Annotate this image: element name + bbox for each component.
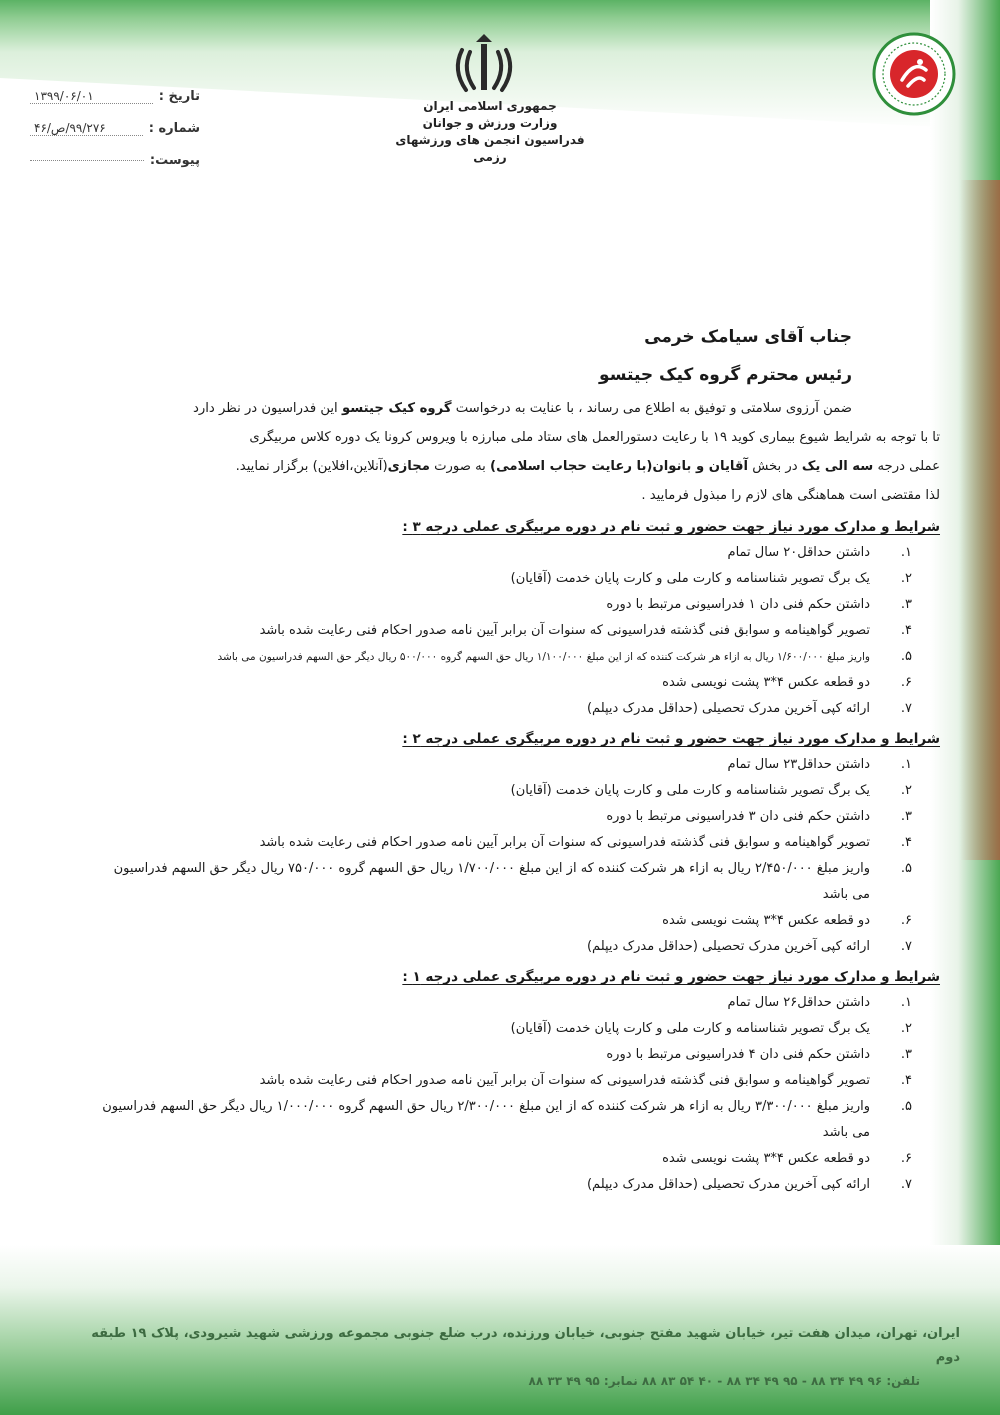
federation-logo-icon (870, 30, 958, 118)
item-text: دو قطعه عکس ۴*۳ پشت نویسی شده (662, 1151, 870, 1166)
paragraph-3 (95, 452, 940, 481)
item-text: ارائه کپی آخرین مدرک تحصیلی (حداقل مدرک دیپلم) (586, 939, 870, 954)
p1-part-b: گروه کیک جیتسو (341, 401, 452, 416)
list-item (95, 1094, 940, 1146)
item-number: ۴. (900, 835, 912, 850)
item-text: داشتن حکم فنی دان ۳ فدراسیونی مرتبط با دوره (606, 809, 870, 824)
meta-attachment-row (30, 144, 200, 176)
section-grade-2-title: شرایط و مدارک مورد نیاز جهت حضور و ثبت نام در دوره مربیگری عملی درجه ۲ : (402, 731, 940, 747)
meta-number-value: ۹۹/۲۷۶/ص/۴۶ (30, 121, 143, 136)
item-number: ۱. (900, 995, 912, 1010)
list-item (95, 990, 940, 1016)
org-line-ministry: وزارت ورزش و جوانان (422, 116, 558, 130)
list-item (95, 830, 940, 856)
letter-body (95, 318, 940, 1198)
meta-attachment-label: پیوست: (149, 152, 200, 168)
p1-part-a: ضمن آرزوی سلامتی و توفیق به اطلاع می رساند ، با عنایت به درخواست (455, 401, 852, 416)
item-text: دو قطعه عکس ۴*۳ پشت نویسی شده (662, 913, 870, 928)
item-text: داشتن حداقل۲۰ سال تمام (727, 545, 870, 560)
section-grade-2-list (95, 752, 940, 960)
item-number: ۶. (900, 1151, 912, 1166)
p3-part-b: سه الی یک (801, 459, 874, 474)
paragraph-1 (95, 394, 940, 423)
list-item (95, 1146, 940, 1172)
item-number: ۳. (900, 809, 912, 824)
section-grade-1-title: شرایط و مدارک مورد نیاز جهت حضور و ثبت نام در دوره مربیگری عملی درجه ۱ : (402, 969, 940, 985)
item-text: داشتن حداقل۲۶ سال تمام (727, 995, 870, 1010)
meta-number-row (30, 112, 200, 144)
item-number: ۵. (900, 861, 912, 876)
list-item (95, 908, 940, 934)
list-item (95, 804, 940, 830)
item-number: ۶. (900, 675, 912, 690)
item-text: یک برگ تصویر شناسنامه و کارت ملی و کارت پایان خدمت (آقایان) (510, 1021, 870, 1036)
item-text: واریز مبلغ ۱/۶۰۰/۰۰۰ ریال به ازاء هر شرکت کننده که از این مبلغ ۱/۱۰۰/۰۰۰ ریال حق السهم گروه ۵۰۰/۰۰۰ ریال دیگر حق السهم فدراسیون می باشد (217, 651, 870, 663)
addressee-name: جناب آقای سیامک خرمی (644, 327, 852, 347)
meta-attachment-value (30, 160, 144, 161)
item-text: ارائه کپی آخرین مدرک تحصیلی (حداقل مدرک دیپلم) (586, 1177, 870, 1192)
list-item (95, 1042, 940, 1068)
list-item (95, 696, 940, 722)
p3-part-a: عملی درجه (877, 459, 940, 474)
item-number: ۷. (900, 1177, 912, 1192)
meta-number-label: شماره : (148, 120, 200, 136)
item-text: تصویر گواهینامه و سوابق فنی گذشته فدراسیونی که سنوات آن برابر آیین نامه صدور احکام فنی رعایت شده باشد (259, 1073, 870, 1088)
list-item (95, 644, 940, 670)
p3-part-g: (آنلاین،افلاین) برگزار نمایید. (235, 459, 388, 474)
org-line-federation: فدراسیون انجمن های ورزشهای رزمی (395, 133, 585, 164)
list-item (95, 1068, 940, 1094)
letter-metadata (30, 80, 200, 176)
list-item (95, 778, 940, 804)
paragraph-2: تا با توجه به شرایط شیوع بیماری کوید ۱۹ با رعایت دستورالعمل های ستاد ملی مبارزه با ویروس کرونا یک دوره کلاس مربیگری (249, 430, 940, 445)
letter-footer (80, 1322, 960, 1392)
item-number: ۱. (900, 545, 912, 560)
list-item (95, 1172, 940, 1198)
section-grade-1-list (95, 990, 940, 1198)
item-text: داشتن حداقل۲۳ سال تمام (727, 757, 870, 772)
list-item (95, 752, 940, 778)
item-text: واریز مبلغ ۲/۴۵۰/۰۰۰ ریال به ازاء هر شرکت کننده که از این مبلغ ۱/۷۰۰/۰۰۰ ریال حق السهم گروه ۷۵۰/۰۰۰ ریال دیگر حق السهم فدراسیون می باشد (113, 861, 870, 902)
list-item (95, 670, 940, 696)
item-text: یک برگ تصویر شناسنامه و کارت ملی و کارت پایان خدمت (آقایان) (510, 571, 870, 586)
meta-date-value: ۱۳۹۹/۰۶/۰۱ (30, 89, 153, 104)
p3-part-f: مجازی (387, 459, 430, 474)
item-number: ۶. (900, 913, 912, 928)
item-number: ۳. (900, 1047, 912, 1062)
p3-part-d: آقایان و بانوان(با رعایت حجاب اسلامی) (490, 459, 749, 474)
addressee-title: رئیس محترم گروه کیک جیتسو (599, 365, 852, 385)
item-number: ۳. (900, 597, 912, 612)
p3-part-e: به صورت (434, 459, 486, 474)
item-text: داشتن حکم فنی دان ۱ فدراسیونی مرتبط با دوره (606, 597, 870, 612)
meta-date-row (30, 80, 200, 112)
item-text: یک برگ تصویر شناسنامه و کارت ملی و کارت پایان خدمت (آقایان) (510, 783, 870, 798)
item-number: ۱. (900, 757, 912, 772)
item-number: ۲. (900, 783, 912, 798)
p1-part-c: این فدراسیون در نظر دارد (193, 401, 338, 416)
paragraph-4: لذا مقتضی است هماهنگی های لازم را مبذول فرمایید . (641, 488, 940, 503)
decorative-right-red-band (960, 180, 1000, 860)
list-item (95, 618, 940, 644)
item-text: واریز مبلغ ۳/۳۰۰/۰۰۰ ریال به ازاء هر شرکت کننده که از این مبلغ ۲/۳۰۰/۰۰۰ ریال حق السهم گروه ۱/۰۰۰/۰۰۰ ریال دیگر حق السهم فدراسیون می باشد (102, 1099, 870, 1140)
iran-emblem-icon (448, 30, 520, 102)
item-text: تصویر گواهینامه و سوابق فنی گذشته فدراسیونی که سنوات آن برابر آیین نامه صدور احکام فنی رعایت شده باشد (259, 623, 870, 638)
item-number: ۷. (900, 939, 912, 954)
list-item (95, 540, 940, 566)
item-number: ۲. (900, 1021, 912, 1036)
item-number: ۵. (900, 649, 912, 664)
organization-name-block (380, 98, 600, 166)
item-number: ۵. (900, 1099, 912, 1114)
section-grade-3-title: شرایط و مدارک مورد نیاز جهت حضور و ثبت نام در دوره مربیگری عملی درجه ۳ : (402, 519, 940, 535)
org-line-country: جمهوری اسلامی ایران (423, 99, 557, 113)
footer-phones: تلفن: ۹۶ ۴۹ ۳۴ ۸۸ - ۹۵ ۴۹ ۳۴ ۸۸ - ۴۰ ۵۴ ۸۳ ۸۸ نمابر: ۹۵ ۴۹ ۳۳ ۸۸ (528, 1374, 920, 1388)
footer-address: ایران، تهران، میدان هفت تیر، خیابان شهید مفتح جنوبی، خیابان ورزنده، درب ضلع جنوبی مجموعه ورزشی شهید شیرودی، پلاک ۱۹ طبقه دوم (91, 1326, 960, 1365)
meta-date-label: تاریخ : (158, 88, 200, 104)
item-text: داشتن حکم فنی دان ۴ فدراسیونی مرتبط با دوره (606, 1047, 870, 1062)
list-item (95, 592, 940, 618)
list-item (95, 934, 940, 960)
item-number: ۴. (900, 623, 912, 638)
list-item (95, 1016, 940, 1042)
section-grade-3-list (95, 540, 940, 722)
list-item (95, 856, 940, 908)
item-number: ۴. (900, 1073, 912, 1088)
list-item (95, 566, 940, 592)
p3-part-c: در بخش (752, 459, 798, 474)
item-text: دو قطعه عکس ۴*۳ پشت نویسی شده (662, 675, 870, 690)
item-text: ارائه کپی آخرین مدرک تحصیلی (حداقل مدرک دیپلم) (586, 701, 870, 716)
item-text: تصویر گواهینامه و سوابق فنی گذشته فدراسیونی که سنوات آن برابر آیین نامه صدور احکام فنی رعایت شده باشد (259, 835, 870, 850)
item-number: ۷. (900, 701, 912, 716)
item-number: ۲. (900, 571, 912, 586)
